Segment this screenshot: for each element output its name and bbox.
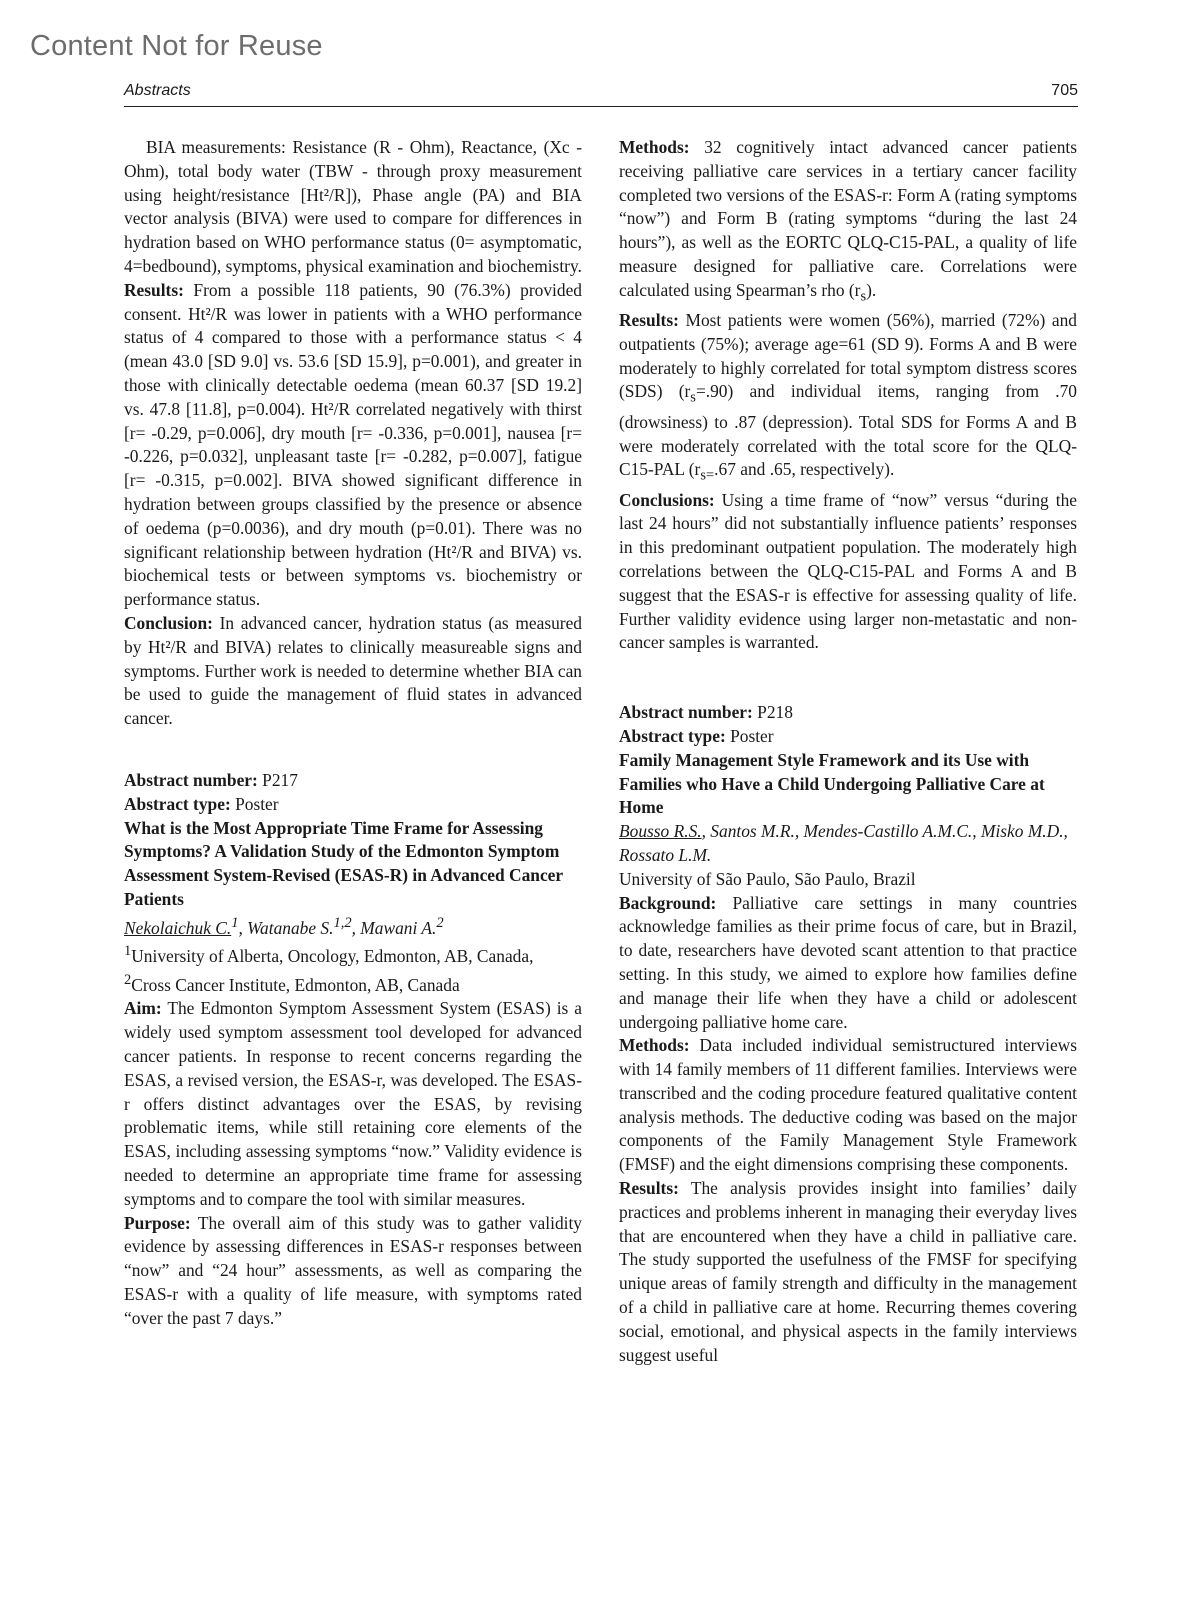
methods-paragraph (619, 1034, 1077, 1177)
page-number: 705 (1051, 82, 1078, 99)
affiliations (124, 940, 582, 997)
conclusions-paragraph (619, 489, 1077, 656)
conclusion-label: Conclusion: (124, 612, 213, 633)
abstract-number (619, 701, 1077, 725)
running-head (124, 80, 1078, 107)
abstract-meta-p217 (124, 769, 582, 817)
conclusions-text: Using a time frame of “now” versus “during the last 24 hours” did not substantially influence patients’ responses in this predominant outpatient population. The moderately high correlations between the QLQ-C15-PAL and Forms A and B suggest that the ESAS-r is effective for assessing quality of life. Further validity evidence using larger non-metastatic and non-cancer samples is warranted. (619, 489, 1077, 653)
abstract-type-label: Abstract type: (619, 725, 726, 746)
abstract-number (124, 769, 582, 793)
aim-paragraph (124, 997, 582, 1211)
author-sup: 1 (231, 914, 239, 931)
abstract-type (619, 725, 1077, 749)
results-paragraph (124, 279, 582, 612)
methods-text: Data included individual semistructured interviews with 14 family members of 11 different families. Interviews were transcribed and the coding procedure featured qualitative content analysis methods. The deductive coding was based on the major components of the Family Management Style Framework (FMSF) and the eight dimensions comprising these components. (619, 1035, 1077, 1175)
results-paragraph (619, 1177, 1077, 1367)
results-label: Results: (619, 1178, 679, 1199)
abstract-number-label: Abstract number: (124, 769, 258, 790)
abstract-type-value: Poster (725, 725, 774, 746)
author-list (124, 912, 582, 941)
subscript: s (690, 389, 696, 406)
conclusion-text: In advanced cancer, hydration status (as measured by Ht²/R and BIVA) relates to clinically measureable signs and symptoms. Further work is needed to determine whether BIA can be used to guide the management of fluid states in advanced cancer. (124, 612, 582, 729)
left-column (124, 136, 582, 1331)
affiliations: University of São Paulo, São Paulo, Brazil (619, 868, 916, 889)
abstract-number-value: P217 (257, 769, 298, 790)
abstract-title: What is the Most Appropriate Time Frame for Assessing Symptoms? A Validation Study of the Edmonton Symptom Assessment System-Revised (ESAS-R) in Advanced Cancer Patients (124, 817, 563, 909)
conclusion-paragraph (124, 612, 582, 731)
affil-sup: 1 (124, 943, 132, 960)
affil-text: University of Alberta, Oncology, Edmonton, AB, Canada, (131, 946, 534, 967)
abstract-number-label: Abstract number: (619, 702, 753, 723)
purpose-text: The overall aim of this study was to gather validity evidence by assessing differences in ESAS-r responses between “now” and “24 hour” assessments, as well as comparing the ESAS-r with a quality of life measure, with symptoms rated “over the past 7 days.” (124, 1212, 582, 1328)
results-label: Results: (124, 279, 184, 300)
abstract-type (124, 793, 582, 817)
section-title: Abstracts (124, 82, 191, 99)
abstract-meta-p218 (619, 701, 1077, 749)
author-sup: 1,2 (333, 914, 352, 931)
methods-text: 32 cognitively intact advanced cancer patients receiving palliative care services in a tertiary cancer facility completed two versions of the ESAS-r: Form A (rating symptoms “now”) and Form B (rating symptoms “during the last 24 hours”), as well as the EORTC QLQ-C15-PAL, a quality of life measure designed for palliative care. Correlations were calculated using Spearman’s rho (r (619, 137, 1077, 300)
results-paragraph (619, 309, 1077, 489)
methods-label: Methods: (619, 1035, 690, 1056)
background-label: Background: (619, 892, 717, 913)
presenting-author: Bousso R.S. (619, 821, 702, 842)
purpose-paragraph (124, 1212, 582, 1331)
affil-sup: 2 (124, 971, 132, 988)
methods-text: ). (866, 279, 877, 300)
author-names: , Mawani A. (351, 917, 437, 938)
author-names: , Watanabe S. (238, 917, 334, 938)
abstract-type-label: Abstract type: (124, 793, 231, 814)
author-list (619, 820, 1077, 868)
aim-label: Aim: (124, 998, 162, 1019)
author-names: , Santos M.R., Mendes-Castillo A.M.C., Misko M.D., Rossato L.M. (619, 821, 1068, 865)
methods-paragraph (619, 136, 1077, 309)
abstract-number-value: P218 (752, 702, 793, 723)
watermark: Content Not for Reuse (30, 30, 323, 62)
abstract-type-value: Poster (230, 793, 279, 814)
presenting-author: Nekolaichuk C. (124, 917, 232, 938)
abstract-title: Family Management Style Framework and its Use with Families who Have a Child Undergoing Palliative Care at Home (619, 749, 1045, 818)
author-sup: 2 (436, 914, 444, 931)
results-label: Results: (619, 310, 679, 331)
results-text: Most patients were women (56%), married (72%) and outpatients (75%); average age=61 (SD 9). Forms A and B were moderately to highly correlated for total symptom distress scores (SDS) (r (619, 310, 1077, 402)
bia-paragraph: BIA measurements: Resistance (R - Ohm), Reactance, (Xc - Ohm), total body water (TBW - through proxy measurement using height/resistance [Ht²/R]), Phase angle (PA) and BIA vector analysis (BIVA) were used to compare for differences in hydration based on WHO performance status (0= asymptomatic, 4=bedbound), symptoms, physical examination and biochemistry. (124, 137, 582, 276)
results-text: =.90) and individual items, ranging from .70 (drowsiness) to .87 (depression). Total SDS for Forms A and B were moderately correlated with the total score for the QLQ-C15-PAL (r (619, 381, 1077, 480)
subscript: s (860, 288, 867, 305)
subscript: s= (700, 467, 715, 484)
methods-label: Methods: (619, 137, 690, 157)
aim-text: The Edmonton Symptom Assessment System (ESAS) is a widely used symptom assessment tool developed for advanced cancer patients. In response to recent concerns regarding the ESAS, a revised version, the ESAS-r, was developed. The ESAS-r offers distinct advantages over the ESAS, by revising problematic items, while still retaining core elements of the ESAS, including assessing symptoms “now.” Validity evidence is needed to determine an appropriate time frame for assessing symptoms and to compare the tool with similar measures. (124, 998, 582, 1209)
results-text: The analysis provides insight into families’ daily practices and problems inherent in managing their everyday lives that are encountered when they have a child in palliative care. The study supported the usefulness of the FMSF for specifying unique areas of family strength and difficulty in the management of a child in palliative care at home. Recurring themes covering social, emotional, and physical aspects in the family interviews suggest useful (619, 1178, 1077, 1365)
purpose-label: Purpose: (124, 1212, 191, 1233)
right-column (619, 136, 1077, 1367)
results-text: .67 and .65, respectively). (714, 459, 895, 480)
results-text: From a possible 118 patients, 90 (76.3%) provided consent. Ht²/R was lower in patients with a WHO performance status of 4 compared to those with a performance status < 4 (mean 43.0 [SD 9.0] vs. 53.6 [SD 15.9], p=0.001), and greater in those with clinically detectable oedema (mean 60.37 [SD 19.2] vs. 47.8 [11.8], p=0.004). Ht²/R correlated negatively with thirst [r= -0.29, p=0.006], dry mouth [r= -0.336, p=0.001], nausea [r= -0.226, p=0.032], unpleasant taste [r= -0.282, p=0.007], fatigue [r= -0.315, p=0.002]. BIVA showed significant difference in hydration between groups classified by the presence or absence of oedema (p=0.0036), and dry mouth (p=0.01). There was no significant relationship between hydration (Ht²/R and BIVA) vs. biochemical tests or between symptoms vs. biochemistry or performance status. (124, 279, 582, 610)
conclusions-label: Conclusions: (619, 489, 715, 510)
affil-text: Cross Cancer Institute, Edmonton, AB, Canada (131, 974, 460, 995)
background-text: Palliative care settings in many countries acknowledge families as their prime focus of care, but in Brazil, to date, researchers have devoted scant attention to that practice setting. In this study, we aimed to explore how families define and manage their life when they have a child or adolescent undergoing palliative home care. (619, 892, 1077, 1032)
background-paragraph (619, 892, 1077, 1035)
